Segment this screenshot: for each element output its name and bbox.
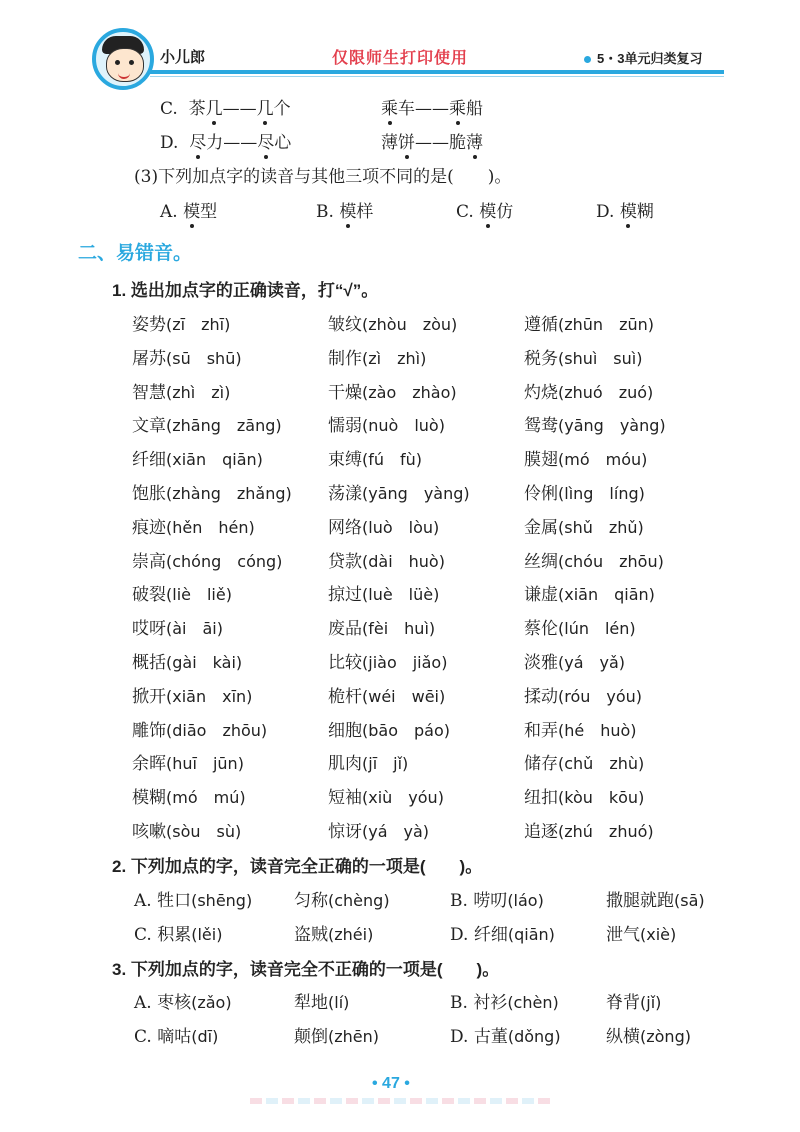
word-item	[132, 716, 267, 741]
option-pinyin: (zǎo)	[191, 993, 232, 1012]
word: 懦弱	[328, 416, 362, 437]
option-label: C.	[134, 1027, 152, 1047]
word: 概括	[132, 653, 166, 673]
answer-option	[606, 1022, 691, 1047]
word: 皱纹	[328, 315, 362, 335]
option-label: C.	[134, 925, 152, 945]
pinyin-choices[interactable]: (zhàng zhǎng)	[166, 484, 292, 503]
word-item	[328, 783, 444, 808]
pinyin-choices[interactable]: (yāng yàng)	[362, 484, 470, 503]
word: 比较	[328, 653, 362, 673]
option-word: 古董	[473, 1027, 508, 1047]
pinyin-choices[interactable]: (zhú zhuó)	[558, 822, 654, 841]
pinyin-choices[interactable]: (mó móu)	[558, 450, 648, 470]
word-item	[328, 378, 457, 403]
option-pinyin: (jǐ)	[640, 993, 662, 1012]
word-item	[132, 378, 230, 403]
pinyin-choices[interactable]: (ài āi)	[166, 619, 223, 639]
pinyin-choices[interactable]: (hěn hén)	[166, 517, 255, 537]
word: 灼烧	[524, 382, 558, 403]
option-label: A.	[134, 993, 152, 1013]
word: 破裂	[132, 585, 166, 606]
pinyin-choices[interactable]: (xiù yóu)	[362, 788, 444, 808]
option-word: 颠倒	[294, 1027, 328, 1047]
word: 屠苏	[132, 348, 166, 369]
word-item	[328, 614, 435, 639]
q3-prev-option-b: B. 模样	[316, 197, 373, 222]
word: 遵循	[524, 315, 558, 335]
word: 荡漾	[328, 484, 362, 504]
pinyin-choices[interactable]: (wéi wēi)	[362, 686, 446, 706]
pinyin-choices[interactable]: (kòu kōu)	[558, 788, 645, 808]
pinyin-choices[interactable]: (zhuó zuó)	[558, 382, 654, 402]
option-pinyin: (qiān)	[507, 925, 555, 944]
word: 制作	[328, 348, 362, 369]
word-item	[524, 513, 644, 538]
word: 桅杆	[328, 686, 362, 707]
word: 淡雅	[524, 653, 558, 673]
option-c-row: C. 茶几——几个	[160, 94, 291, 119]
header-rule	[150, 70, 724, 74]
option-pinyin: (chèn)	[507, 993, 559, 1012]
word-item	[132, 749, 244, 774]
pinyin-choices[interactable]: (zì zhì)	[362, 348, 427, 368]
option-word: 枣核	[157, 993, 192, 1013]
word: 束缚	[328, 450, 362, 471]
option-pinyin: (zòng)	[640, 1027, 691, 1046]
word: 揉动	[524, 686, 558, 707]
option-pinyin: (zhēn)	[328, 1027, 380, 1046]
word: 伶俐	[524, 484, 558, 504]
word: 贷款	[328, 551, 362, 572]
page-header	[0, 0, 800, 80]
word-item	[132, 648, 242, 673]
word: 纽扣	[524, 788, 558, 809]
pinyin-choices[interactable]: (lìng líng)	[558, 484, 645, 503]
pinyin-choices[interactable]: (fèi huì)	[362, 619, 436, 639]
word-item	[132, 547, 282, 572]
question-1-stem: 1. 选出加点字的正确读音，打“√”。	[112, 281, 379, 300]
word: 干燥	[328, 382, 362, 403]
pinyin-choices[interactable]: (zào zhào)	[362, 382, 457, 402]
answer-option[interactable]	[450, 920, 555, 945]
option-d-row: D. 尽力——尽心	[160, 128, 291, 153]
answer-option[interactable]	[450, 886, 544, 911]
option-word: 纵横	[606, 1027, 640, 1047]
word: 网络	[328, 517, 362, 538]
answer-option	[606, 886, 705, 911]
pinyin-choices[interactable]: (mó mú)	[166, 788, 246, 808]
word-item	[524, 479, 645, 504]
option-pinyin: (sā)	[674, 891, 705, 910]
pinyin-choices[interactable]: (yāng yàng)	[558, 416, 666, 436]
word-item	[328, 749, 408, 774]
option-word: 牲口	[157, 891, 192, 911]
word-item	[524, 648, 625, 673]
pinyin-choices[interactable]: (dài huò)	[362, 551, 445, 571]
word-item	[132, 682, 252, 707]
word-item	[524, 378, 653, 403]
word: 蔡伦	[524, 619, 558, 640]
pinyin-choices[interactable]: (gài kài)	[166, 653, 243, 672]
word: 惊讶	[328, 822, 362, 842]
pinyin-choices[interactable]: (bāo páo)	[362, 720, 450, 740]
pinyin-choices[interactable]: (zhāng zāng)	[166, 416, 282, 436]
word-item	[524, 716, 637, 741]
page-number: • 47 •	[372, 1075, 410, 1092]
word-item	[524, 817, 654, 842]
word-item	[524, 445, 647, 470]
word-item	[524, 682, 642, 707]
pinyin-choices[interactable]: (lún lén)	[558, 619, 636, 639]
word-item	[132, 817, 241, 842]
pinyin-choices[interactable]: (zhūn zūn)	[558, 315, 654, 334]
word-item	[328, 310, 457, 335]
pinyin-choices[interactable]: (liè liě)	[166, 585, 232, 605]
word-item	[328, 716, 450, 741]
word-item	[328, 547, 445, 572]
word: 模糊	[132, 788, 166, 809]
option-c2: 乘车——乘船	[381, 94, 483, 119]
word: 余晖	[132, 754, 166, 775]
mascot-logo-icon	[92, 28, 154, 90]
option-d2: 薄饼——脆薄	[381, 128, 483, 153]
word: 文章	[132, 416, 166, 437]
option-pinyin: (láo)	[507, 891, 544, 910]
word: 掀开	[132, 686, 166, 707]
word-item	[132, 411, 282, 436]
q3-prev-option-a: A. 模型	[160, 197, 217, 222]
word-item	[524, 783, 644, 808]
question-2-stem: 2. 下列加点的字，读音完全正确的一项是( )。	[112, 857, 483, 876]
word: 金属	[524, 517, 558, 538]
answer-option	[294, 988, 349, 1013]
option-pinyin: (dǒng)	[507, 1027, 561, 1046]
option-label: D.	[450, 1027, 469, 1047]
option-label: A.	[134, 891, 152, 911]
footer-decoration	[250, 1098, 550, 1104]
word: 纤细	[132, 450, 166, 471]
word-item	[328, 344, 426, 369]
pinyin-choices[interactable]: (jiào jiǎo)	[362, 653, 448, 672]
word: 崇高	[132, 551, 166, 572]
option-word: 嘀咕	[157, 1027, 192, 1047]
print-notice: 仅限师生打印使用	[332, 50, 469, 67]
word-item	[524, 344, 642, 369]
option-label: B.	[450, 891, 468, 911]
question-3-stem: 3. 下列加点的字，读音完全不正确的一项是( )。	[112, 960, 500, 979]
pinyin-choices[interactable]: (fú fù)	[362, 450, 423, 470]
pinyin-choices[interactable]: (diāo zhōu)	[166, 720, 268, 740]
pinyin-choices[interactable]: (chóu zhōu)	[558, 551, 664, 571]
word: 痕迹	[132, 517, 166, 538]
series-title: 5・3单元归类复习	[584, 48, 702, 67]
word-item	[132, 580, 232, 605]
answer-option[interactable]	[134, 1022, 218, 1047]
word-item	[524, 749, 644, 774]
word: 税务	[524, 348, 558, 369]
bullet-icon	[584, 56, 591, 63]
word-item	[328, 479, 470, 504]
option-label: B.	[450, 993, 468, 1013]
pinyin-choices[interactable]: (nuò luò)	[362, 416, 445, 436]
option-word: 脊背	[606, 993, 640, 1013]
brand-name: 小儿郎	[160, 49, 206, 66]
pinyin-choices[interactable]: (róu yóu)	[558, 686, 643, 706]
word: 雕饰	[132, 720, 166, 741]
answer-option[interactable]	[134, 886, 252, 911]
word: 丝绸	[524, 551, 558, 572]
option-word: 积累	[157, 925, 192, 945]
pinyin-choices[interactable]: (zhòu zòu)	[362, 315, 458, 334]
word: 掠过	[328, 585, 362, 606]
pinyin-choices[interactable]: (zhì zì)	[166, 382, 231, 402]
pinyin-choices[interactable]: (xiān qiān)	[166, 450, 263, 470]
word: 细胞	[328, 720, 362, 741]
word: 鸳鸯	[524, 416, 558, 437]
word-item	[328, 411, 445, 436]
word-item	[524, 547, 664, 572]
option-word: 犁地	[294, 993, 328, 1013]
option-pinyin: (lí)	[328, 993, 350, 1012]
answer-option	[606, 920, 676, 945]
word-item	[524, 310, 654, 335]
answer-option	[294, 886, 390, 911]
answer-option	[606, 988, 661, 1013]
word: 废品	[328, 619, 362, 640]
word-item	[132, 310, 230, 335]
option-pinyin: (dī)	[191, 1027, 219, 1046]
pinyin-choices[interactable]: (sòu sù)	[166, 822, 242, 841]
word-item	[328, 817, 429, 842]
word: 膜翅	[524, 450, 558, 471]
answer-option[interactable]	[450, 1022, 561, 1047]
pinyin-choices[interactable]: (zī zhī)	[166, 315, 231, 334]
pinyin-choices[interactable]: (xiān qiān)	[558, 585, 655, 605]
word-item	[328, 445, 422, 470]
option-pinyin: (chèng)	[328, 891, 390, 910]
option-word: 匀称	[294, 891, 328, 911]
section-title: 二、易错音。	[78, 243, 193, 264]
word-item	[132, 513, 255, 538]
pinyin-choices[interactable]: (jī jǐ)	[362, 754, 409, 774]
pinyin-choices[interactable]: (xiān xīn)	[166, 686, 253, 706]
word-item	[328, 682, 445, 707]
word-item	[132, 344, 242, 369]
word-item	[132, 614, 223, 639]
word-item	[524, 411, 666, 436]
answer-option	[294, 920, 373, 945]
pinyin-choices[interactable]: (luè lüè)	[362, 585, 440, 605]
q3-prev-option-c: C. 模仿	[456, 197, 513, 222]
word: 姿势	[132, 315, 166, 335]
word: 短袖	[328, 788, 362, 809]
option-word: 泄气	[606, 925, 640, 945]
pinyin-choices[interactable]: (luò lòu)	[362, 517, 440, 537]
pinyin-choices[interactable]: (yá yà)	[362, 822, 430, 841]
answer-option	[294, 1022, 379, 1047]
answer-option[interactable]	[134, 920, 222, 945]
word: 智慧	[132, 382, 166, 403]
word-item	[524, 614, 636, 639]
pinyin-choices[interactable]: (chóng cóng)	[166, 551, 283, 571]
option-word: 纤细	[473, 925, 508, 945]
option-pinyin: (shēng)	[191, 891, 253, 910]
word: 咳嗽	[132, 822, 166, 842]
option-pinyin: (xiè)	[640, 925, 677, 944]
header-rule-thin	[150, 76, 724, 77]
word: 哎呀	[132, 619, 166, 640]
word-item	[328, 513, 439, 538]
option-pinyin: (lěi)	[191, 925, 223, 944]
option-pinyin: (zhéi)	[328, 925, 374, 944]
pinyin-choices[interactable]: (chǔ zhù)	[558, 754, 645, 774]
word: 肌肉	[328, 754, 362, 775]
pinyin-choices[interactable]: (hé huò)	[558, 720, 637, 740]
word: 追逐	[524, 822, 558, 842]
pinyin-choices[interactable]: (sū shū)	[166, 348, 242, 368]
answer-option[interactable]	[134, 988, 232, 1013]
option-label: D.	[450, 925, 469, 945]
option-word: 唠叨	[473, 891, 508, 911]
word-item	[132, 445, 263, 470]
word-item	[328, 648, 447, 673]
word: 和弄	[524, 720, 558, 741]
word: 储存	[524, 754, 558, 775]
q3-prev-stem: (3)下列加点字的读音与其他三项不同的是( )。	[134, 167, 512, 187]
word: 谦虚	[524, 585, 558, 606]
q3-prev-option-d: D. 模糊	[596, 197, 654, 222]
word-item	[524, 580, 655, 605]
pinyin-choices[interactable]: (yá yǎ)	[558, 653, 626, 672]
option-word: 衬衫	[473, 993, 508, 1013]
word-item	[132, 479, 292, 504]
word: 饱胀	[132, 484, 166, 504]
pinyin-choices[interactable]: (shuì suì)	[558, 348, 643, 368]
option-word: 盗贼	[294, 925, 328, 945]
word-item	[328, 580, 439, 605]
pinyin-choices[interactable]: (shǔ zhǔ)	[558, 517, 644, 537]
option-word: 撒腿就跑	[606, 891, 674, 911]
word-item	[132, 783, 246, 808]
answer-option[interactable]	[450, 988, 559, 1013]
pinyin-choices[interactable]: (huī jūn)	[166, 754, 244, 774]
